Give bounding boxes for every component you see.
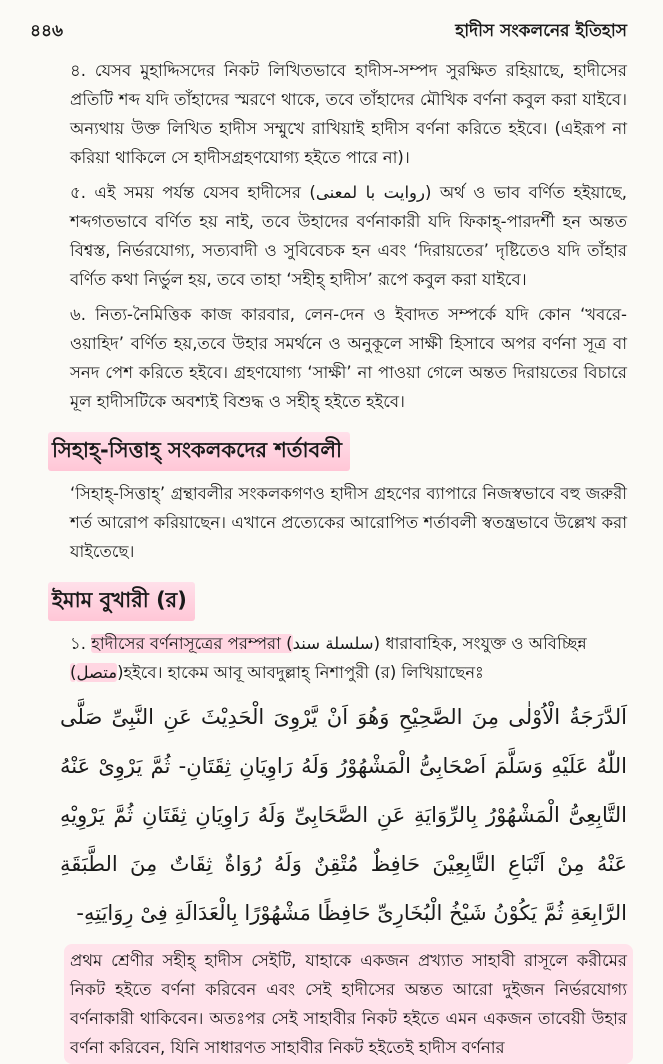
highlighted-phrase: হাদীসের বর্ণনাসূত্রের পরম্পরা ( xyxy=(91,634,293,653)
section-heading-bukhari: ইমাম বুখারী (র) xyxy=(48,582,195,621)
page-number: ৪৪৬ xyxy=(30,21,64,41)
muttasil-open: ( xyxy=(70,663,77,682)
running-title: হাদীস সংকলনের ইতিহাস xyxy=(455,21,627,41)
translation-text: প্রথম শ্রেণীর সহীহ্ হাদীস সেইটি, যাহাকে একজন প্রখ্যাত সাহাবী রাসূলে করীমের নিকট হইতে বর্ণনা করিবেন এবং সেই হাদীসের অন্তত আরো দুইজন নির্ভরযোগ্য বর্ণনাকারী থাকিবেন। অতঃপর সেই সাহাবীর নিকট হইতে এমন একজন তাবেয়ী উহার বর্ণনা করিবেন, যিনি সাধারণত সাহাবীর নিকট হইতেই হাদীস বর্ণনার xyxy=(70,951,627,1057)
translation-highlight xyxy=(64,944,633,1064)
arabic-term-silsila: سلسلة سند xyxy=(292,634,374,653)
paragraph-5 xyxy=(70,178,627,294)
page-header xyxy=(30,18,627,46)
condition-text-2: )হইবে। হাকেম আবূ আবদুল্লাহ্ নিশাপুরী (র) লিখিয়াছেনঃ xyxy=(117,663,484,682)
condition-number: ১. xyxy=(70,634,92,653)
arabic-term-riwayat: روایت با لمعنی xyxy=(315,183,425,202)
arabic-quotation: اَلدَّرَجَةُ الْاُوْلٰى مِنَ الصَّحِيْحِ وَهُوَ اَنْ يَّرْوِىَ الْحَدِيْثَ عَنِ النَّبِىِّ صَلَّى اللّٰهُ عَلَيْهِ وَسَلَّمَ اَصْحَابِىُّ الْمَشْهُوْرُ وَلَهُ رَاوِيَانِ ثِقَتَانِ- ثُمَّ يَرْوِىْ عَنْهُ التَّابِعِىُّ الْمَشْهُوْرُ بِالرِّوَايَةِ عَنِ الصَّحَابِىِّ وَلَهُ رَاوِيَانِ ثِقَتَانِ ثُمَّ يَرْوِيْهِ عَنْهُ مِنْ اَتْبَاعِ التَّابِعِيْنَ حَافِظٌ مُتْقِنٌ وَلَهُ رُوَاةٌ ثِقَاتٌ مِنَ الطَّبَقَةِ الرَّابِعَةِ ثُمَّ يَكُوْنُ شَيْخُ الْبُخَارِىِّ حَافِظًا مَشْهُوْرًا بِالْعَدَالَةِ فِىْ رِوَايَتِهِ- xyxy=(60,705,627,925)
paragraph-5-start: ৫. এই সময় পর্যন্ত যেসব হাদীসের ( xyxy=(70,183,316,202)
paragraph-6: ৬. নিত্য-নৈমিত্তিক কাজ কারবার, লেন-দেন ও ইবাদত সম্পর্কে যদি কোন ‘খবরে-ওয়াহিদ’ বর্ণিত হয়,তবে উহার সমর্থনে ও অনুকূলে সাক্ষী হিসাবে অপর বর্ণনা সূত্র বা সনদ পেশ করিতে হইবে। গ্রহণযোগ্য ‘সাক্ষী’ না পাওয়া গেলে অন্তত দিরায়তের বিচারে মূল হাদীসটিকে অবশ্যই বিশুদ্ধ ও সহীহ্ হইতে হইবে। xyxy=(70,305,627,411)
section-sihah-body: ‘সিহাহ্-সিত্তাহ্’ গ্রন্থাবলীর সংকলকগণও হাদীস গ্রহণের ব্যাপারে নিজস্বভাবে বহু জরুরী শর্ত আরোপ করিয়াছেন। এখানে প্রত্যেকের আরোপিত শর্তাবলী স্বতন্ত্রভাবে উল্লেখ করা যাইতেছে। xyxy=(70,484,627,561)
condition-text-1: ) ধারাবাহিক, সংযুক্ত ও অবিচ্ছিন্ন xyxy=(373,634,587,653)
paragraph-4: ৪. যেসব মুহাদ্দিসদের নিকট লিখিতভাবে হাদীস-সম্পদ সুরক্ষিত রহিয়াছে, হাদীসের প্রতিটি শব্দ যদি তাঁহাদের স্মরণে থাকে, তবে তাঁহাদের মৌখিক বর্ণনা কবুল করা যাইবে। অন্যথায় উক্ত লিখিত হাদীস সম্মুখে রাখিয়াই হাদীস বর্ণনা করিতে হইবে। (এইরূপ না করিয়া থাকিলে সে হাদীসগ্রহণযোগ্য হইতে পারে না)। xyxy=(70,61,627,167)
arabic-term-muttasil: متصل xyxy=(76,663,118,682)
paragraph-5-rest: ) অর্থ ও ভাব বর্ণিত হইয়াছে, শব্দগতভাবে বর্ণিত হয় নাই, তবে উহাদের বর্ণনাকারী যদি ফিকাহ্-পারদর্শী হন অন্তত বিশ্বস্ত, নির্ভরযোগ্য, সত্যবাদী ও সুবিবেচক হন এবং ‘দিরায়তের’ দৃষ্টিতেও যদি তাঁহার বর্ণিত কথা নির্ভুল হয়, তবে তাহা ‘সহীহ্ হাদীস’ রূপে কবুল করা যাইবে। xyxy=(70,183,628,289)
bukhari-condition-1 xyxy=(70,629,627,687)
section-heading-sihah: সিহাহ্-সিত্তাহ্ সংকলকদের শর্তাবলী xyxy=(48,432,350,471)
